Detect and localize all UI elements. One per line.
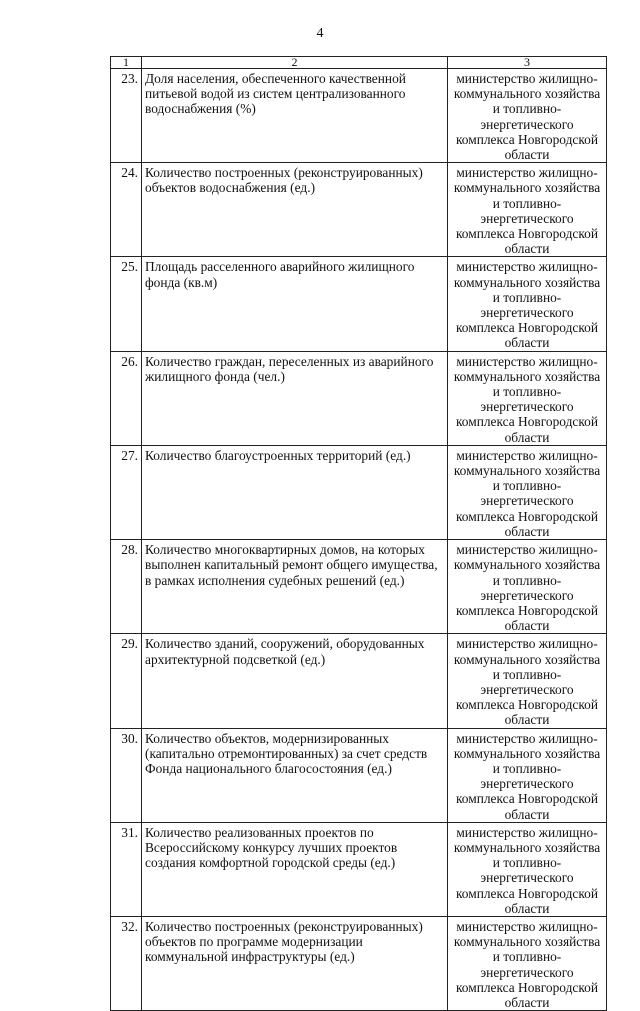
indicator-cell: Количество зданий, сооружений, оборудованных архитектурной подсветкой (ед.): [142, 634, 448, 728]
indicator-cell: Количество граждан, переселенных из аварийного жилищного фонда (чел.): [142, 351, 448, 445]
responsible-cell: министерство жилищно-коммунального хозяйства и топливно-энергетического комплекса Новгородской области: [448, 351, 607, 445]
table-row: [111, 822, 607, 916]
row-number: 23.: [111, 69, 142, 163]
row-number: 25.: [111, 257, 142, 351]
responsible-cell: министерство жилищно-коммунального хозяйства и топливно-энергетического комплекса Новгородской области: [448, 728, 607, 822]
row-number: 29.: [111, 634, 142, 728]
indicator-cell: Площадь расселенного аварийного жилищного фонда (кв.м): [142, 257, 448, 351]
indicator-cell: Количество объектов, модернизированных (капитально отремонтированных) за счет средств Фонда национального благосостояния (ед.): [142, 728, 448, 822]
table-row: [111, 257, 607, 351]
responsible-cell: министерство жилищно-коммунального хозяйства и топливно-энергетического комплекса Новгородской области: [448, 257, 607, 351]
indicator-cell: Количество построенных (реконструированных) объектов по программе модернизации коммунальной инфраструктуры (ед.): [142, 916, 448, 1010]
table-row: [111, 351, 607, 445]
table-row: [111, 634, 607, 728]
responsible-cell: министерство жилищно-коммунального хозяйства и топливно-энергетического комплекса Новгородской области: [448, 540, 607, 634]
indicator-cell: Количество благоустроенных территорий (ед.): [142, 445, 448, 539]
row-number: 27.: [111, 445, 142, 539]
responsible-cell: министерство жилищно-коммунального хозяйства и топливно-энергетического комплекса Новгородской области: [448, 445, 607, 539]
indicator-cell: Количество построенных (реконструированных) объектов водоснабжения (ед.): [142, 163, 448, 257]
table-row: [111, 163, 607, 257]
table-row: [111, 445, 607, 539]
indicators-table: [110, 56, 607, 1011]
table-header-row: [111, 57, 607, 69]
table-row: [111, 540, 607, 634]
responsible-cell: министерство жилищно-коммунального хозяйства и топливно-энергетического комплекса Новгородской области: [448, 822, 607, 916]
column-header: 2: [142, 57, 448, 69]
row-number: 32.: [111, 916, 142, 1010]
indicator-cell: Количество многоквартирных домов, на которых выполнен капитальный ремонт общего имущества, в рамках исполнения судебных решений (ед.): [142, 540, 448, 634]
row-number: 31.: [111, 822, 142, 916]
table-row: [111, 916, 607, 1010]
row-number: 28.: [111, 540, 142, 634]
responsible-cell: министерство жилищно-коммунального хозяйства и топливно-энергетического комплекса Новгородской области: [448, 916, 607, 1010]
column-header: 1: [111, 57, 142, 69]
table-row: [111, 728, 607, 822]
responsible-cell: министерство жилищно-коммунального хозяйства и топливно-энергетического комплекса Новгородской области: [448, 69, 607, 163]
responsible-cell: министерство жилищно-коммунального хозяйства и топливно-энергетического комплекса Новгородской области: [448, 634, 607, 728]
page-number: 4: [316, 26, 324, 41]
row-number: 24.: [111, 163, 142, 257]
row-number: 26.: [111, 351, 142, 445]
indicator-cell: Доля населения, обеспеченного качественной питьевой водой из систем централизованного водоснабжения (%): [142, 69, 448, 163]
table-body: [111, 57, 607, 1011]
indicator-cell: Количество реализованных проектов по Всероссийскому конкурсу лучших проектов создания комфортной городской среды (ед.): [142, 822, 448, 916]
row-number: 30.: [111, 728, 142, 822]
table-row: [111, 69, 607, 163]
column-header: 3: [448, 57, 607, 69]
responsible-cell: министерство жилищно-коммунального хозяйства и топливно-энергетического комплекса Новгородской области: [448, 163, 607, 257]
